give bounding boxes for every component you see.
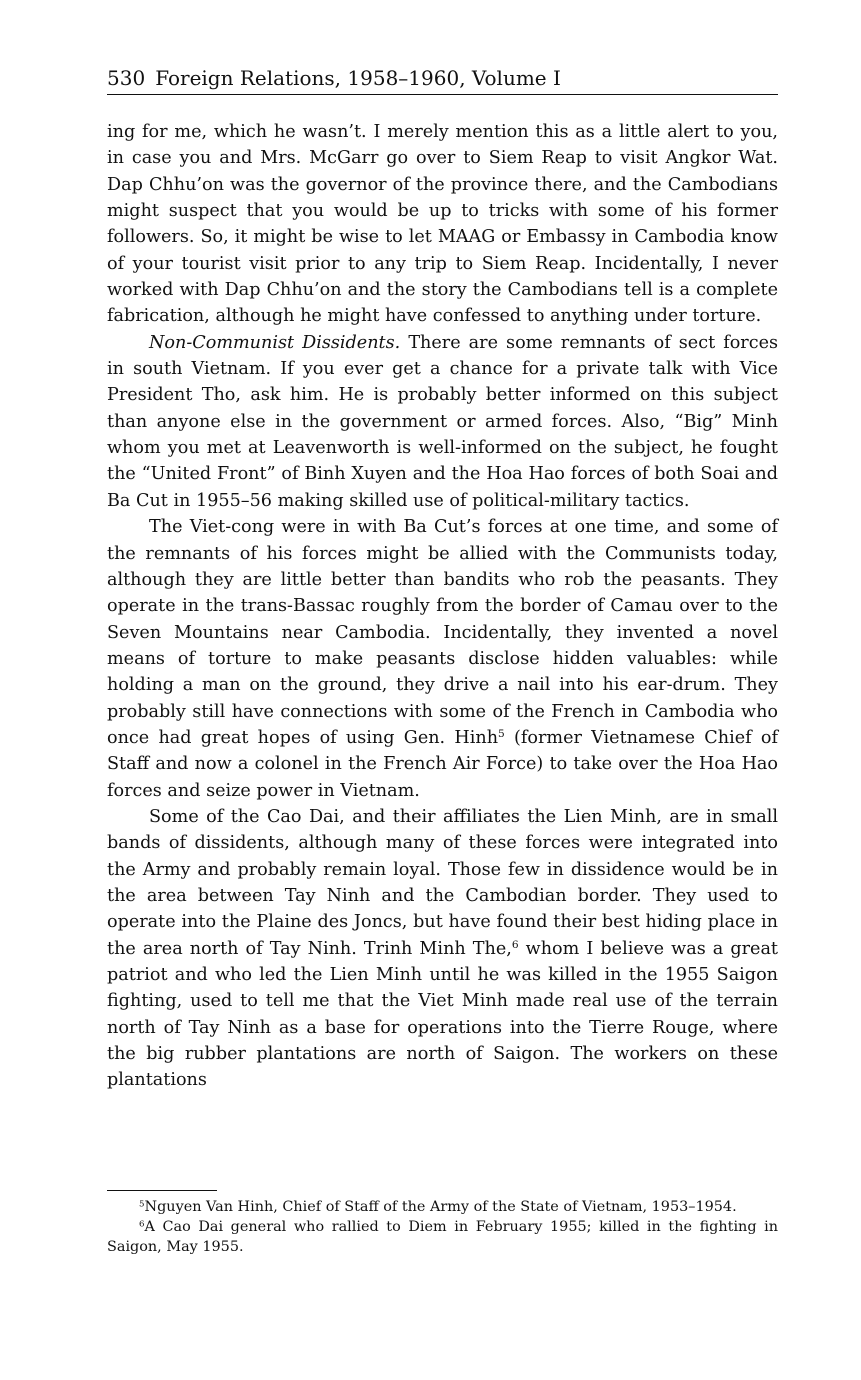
section-heading-non-communist-dissidents: Non-Communist Dissidents. — [149, 332, 401, 353]
footnote-6-text: A Cao Dai general who rallied to Diem in February 1955; killed in the fighting in Saigon, May 1955. — [107, 1219, 778, 1255]
footnote-mark-6: 6 — [139, 1219, 145, 1230]
paragraph-4-text-b: whom I believe was a great patriot and who led the Lien Minh until he was killed in the 1955 Saigon fighting, used to tell me that the Viet Minh made real use of the terrain north of Tay Ninh as a base for operations into the Tierre Rouge, where the big rubber plantations are north of Saigon. The workers on these plantations — [107, 938, 779, 1091]
paragraph-3 — [107, 514, 778, 804]
footnotes — [107, 1190, 778, 1257]
footnote-5-text: Nguyen Van Hinh, Chief of Staff of the Army of the State of Vietnam, 1953–1954. — [144, 1199, 737, 1215]
footnote-ref-5: 5 — [498, 728, 505, 741]
paragraph-2 — [107, 330, 778, 514]
footnote-6 — [107, 1217, 778, 1257]
body-text — [107, 119, 778, 1094]
paragraph-3-text-b: (former Vietnamese Chief of Staff and now a colonel in the French Air Force) to take over the Hoa Hao forces and seize power in Vietnam. — [107, 727, 778, 801]
page — [107, 64, 778, 1094]
footnote-5 — [107, 1197, 778, 1217]
footnote-rule — [107, 1190, 217, 1191]
paragraph-1: ing for me, which he wasn’t. I merely mention this as a little alert to you, in case you and Mrs. McGarr go over to Siem Reap to visit Angkor Wat. Dap Chhu’on was the governor of the province there, and the Cambodians might suspect that you would be up to tricks with some of his former followers. So, it might be wise to let MAAG or Embassy in Cambodia know of your tourist visit prior to any trip to Siem Reap. Incidentally, I never worked with Dap Chhu’on and the story the Cambodians tell is a complete fabrication, although he might have confessed to anything under torture. — [107, 122, 778, 327]
paragraph-4 — [107, 804, 778, 1094]
paragraph-4-text-a: Some of the Cao Dai, and their affiliates the Lien Minh, are in small bands of dissidents, although many of these forces were integrated into the Army and probably remain loyal. Those few in dissidence would be in the area between Tay Ninh and the Cambodian border. They used to operate into the Plaine des Joncs, but have found their best hiding place in the area north of Tay Ninh. Trinh Minh The, — [107, 806, 778, 959]
running-head — [107, 64, 778, 95]
footnote-ref-6: 6 — [511, 938, 519, 951]
paragraph-3-text-a: The Viet-cong were in with Ba Cut’s forces at one time, and some of the remnants of his forces might be allied with the Communists today, although they are little better than bandits who rob the peasants. They operate in the trans-Bassac roughly from the border of Camau over to the Seven Mountains near Cambodia. Incidentally, they invented a novel means of torture to make peasants disclose hidden valuables: while holding a man on the ground, they drive a nail into his ear-drum. They probably still have connections with some of the French in Cambodia who once had great hopes of using Gen. Hinh — [107, 517, 778, 748]
page-number: 530 — [107, 66, 146, 90]
volume-title: Foreign Relations, 1958–1960, Volume I — [155, 66, 561, 90]
paragraph-2-text: There are some remnants of sect forces in south Vietnam. If you ever get a chance for a private talk with Vice President Tho, ask him. He is probably better informed on this subject than anyone else in the government or armed forces. Also, “Big” Minh whom you met at Leavenworth is well-informed on the subject, he fought the “United Front” of Binh Xuyen and the Hoa Hao forces of both Soai and Ba Cut in 1955–56 making skilled use of political-military tactics. — [107, 332, 779, 511]
footnote-mark-5: 5 — [139, 1199, 145, 1210]
